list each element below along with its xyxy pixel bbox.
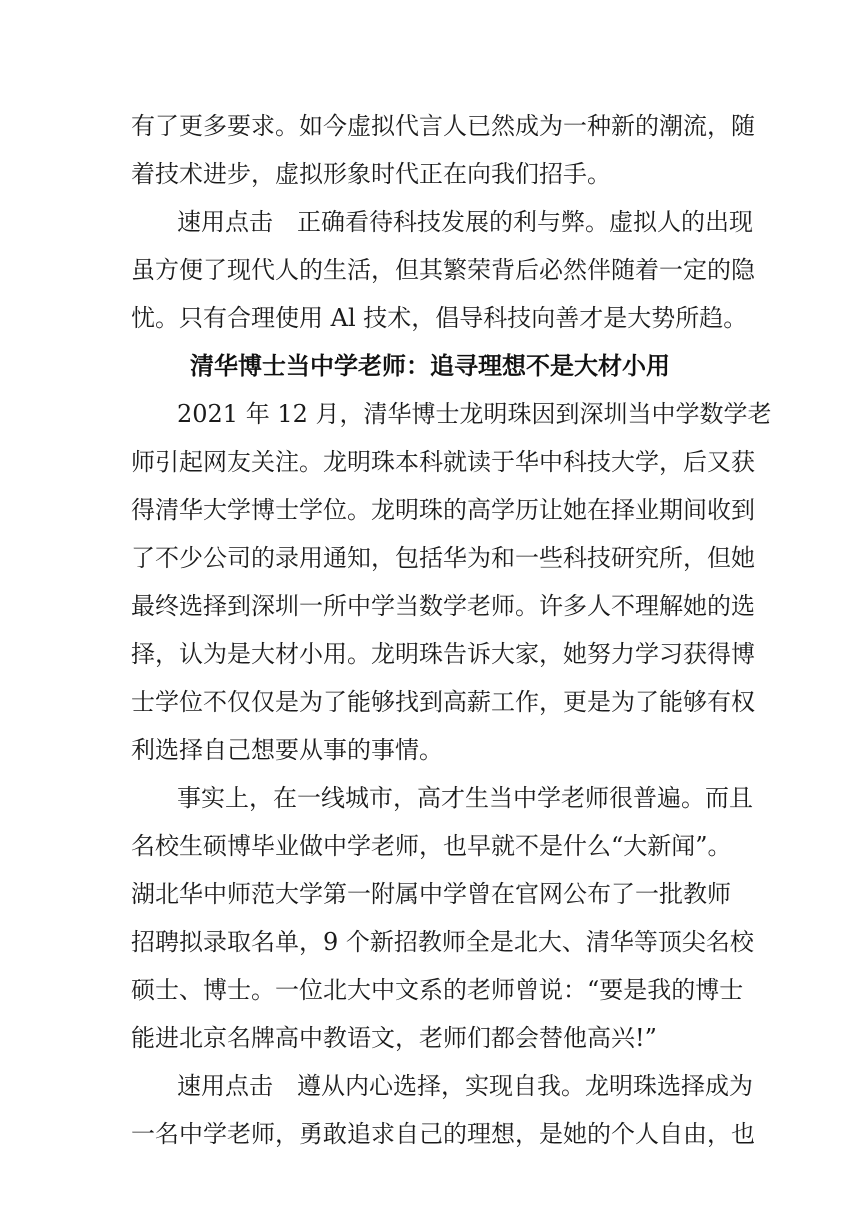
paragraph-line: 士学位不仅仅是为了能够找到高薪工作，更是为了能够有权 [131,688,755,716]
tip-text: 遵从内心选择，实现自我。龙明珠选择成为 [297,1072,753,1100]
paragraph-line: 能进北京名牌高中教语文，老师们都会替他高兴!” [131,1024,657,1052]
paragraph-line: 有了更多要求。如今虚拟代言人已然成为一种新的潮流，随 [131,112,755,140]
paragraph-line: 了不少公司的录用通知，包括华为和一些科技研究所，但她 [131,544,755,572]
paragraph-line: 硕士、博士。一位北大中文系的老师曾说：“要是我的博士 [131,976,744,1004]
paragraph-line: 得清华大学博士学位。龙明珠的高学历让她在择业期间收到 [131,496,755,524]
paragraph-line: 2021 年 12 月，清华博士龙明珠因到深圳当中学数学老 [177,400,772,428]
tip-text: 正确看待科技发展的利与弊。虚拟人的出现 [297,208,753,236]
paragraph-line: 利选择自己想要从事的事情。 [131,736,443,764]
paragraph-line: 师引起网友关注。龙明珠本科就读于华中科技大学，后又获 [131,448,755,476]
paragraph-line: 一名中学老师，勇敢追求自己的理想，是她的个人自由，也 [131,1120,755,1148]
paragraph-line: 湖北华中师范大学第一附属中学曾在官网公布了一批教师 [131,880,731,908]
tip-label: 速用点击 [177,1072,273,1100]
tip-line [177,198,753,246]
paragraph-line: 名校生硕博毕业做中学老师，也早就不是什么“大新闻”。 [131,832,732,860]
paragraph-line: 事实上，在一线城市，高才生当中学老师很普遍。而且 [177,784,753,812]
paragraph-line: 着技术进步，虚拟形象时代正在向我们招手。 [131,160,611,188]
tip-line [177,1062,753,1110]
paragraph-line: 招聘拟录取名单，9 个新招教师全是北大、清华等顶尖名校 [131,928,754,956]
article-title: 清华博士当中学老师：追寻理想不是大材小用 [190,352,670,380]
tip-label: 速用点击 [177,208,273,236]
paragraph-line: 忧。只有合理使用 Al 技术，倡导科技向善才是大势所趋。 [131,304,748,332]
paragraph-line: 最终选择到深圳一所中学当数学老师。许多人不理解她的选 [131,592,755,620]
paragraph-line: 择，认为是大材小用。龙明珠告诉大家，她努力学习获得博 [131,640,755,668]
paragraph-line: 虽方便了现代人的生活，但其繁荣背后必然伴随着一定的隐 [131,256,755,284]
